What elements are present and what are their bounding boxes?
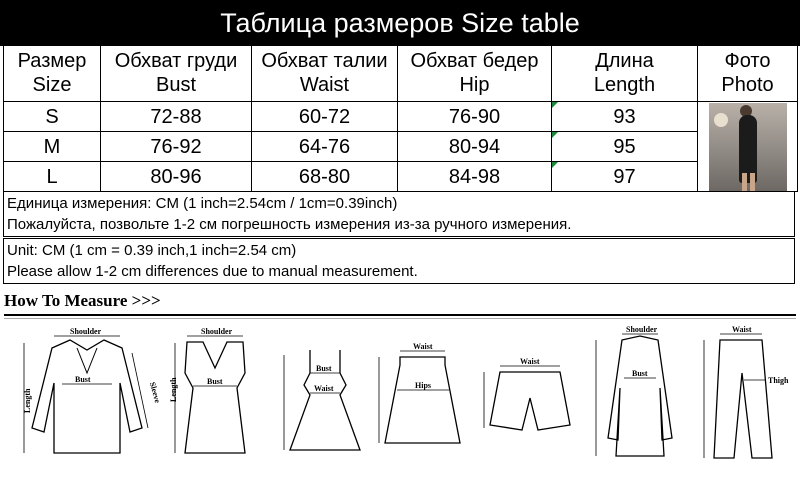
header-waist: Обхват талии Waist [252, 45, 398, 102]
page-title: Таблица размеров Size table [0, 0, 800, 46]
label-waist: Waist [732, 325, 752, 334]
table-row [4, 132, 798, 162]
label-length: Length [23, 388, 32, 413]
skirt-diagram [375, 342, 470, 455]
cell-bust: 76-92 [101, 132, 252, 162]
corner-marker [552, 132, 558, 138]
label-bust: Bust [316, 364, 332, 373]
cell-size: M [4, 132, 101, 162]
cell-waist: 64-76 [252, 132, 398, 162]
note-en-line1: Unit: CM (1 cm = 0.39 inch,1 inch=2.54 cm) [7, 242, 297, 259]
cell-hip: 80-94 [398, 132, 552, 162]
label-waist: Waist [314, 384, 334, 393]
label-shoulder: Shoulder [201, 327, 233, 336]
dress-diagram [280, 345, 370, 460]
label-bust: Bust [75, 375, 91, 384]
cell-length: 95 [552, 132, 698, 162]
cell-length: 97 [552, 162, 698, 192]
coat-diagram [590, 325, 690, 463]
corner-marker [552, 162, 558, 168]
label-bust: Bust [207, 377, 223, 386]
cell-bust: 80-96 [101, 162, 252, 192]
blouse-diagram [12, 328, 162, 463]
label-hips: Hips [415, 381, 432, 390]
cell-size: S [4, 102, 101, 132]
header-photo: Фото Photo [698, 45, 798, 102]
header-size: Размер Size [4, 45, 101, 102]
table-row [4, 102, 798, 132]
note-en-line2: Please allow 1-2 cm differences due to manual measurement. [7, 263, 418, 280]
tank-top-diagram [165, 328, 265, 463]
cell-waist: 68-80 [252, 162, 398, 192]
note-ru-line1: Единица измерения: CM (1 inch=2.54cm / 1cm=0.39inch) [7, 195, 398, 212]
note-ru-line2: Пожалуйста, позвольте 1-2 см погрешность измерения из-за ручного измерения. [7, 216, 572, 233]
product-photo [709, 103, 787, 191]
note-en [3, 238, 795, 284]
label-length: Length [169, 377, 178, 402]
how-to-measure-heading: How To Measure >>> [4, 291, 161, 310]
header-hip: Обхват бедер Hip [398, 45, 552, 102]
table-header-row [4, 45, 798, 102]
label-waist: Waist [520, 357, 540, 366]
header-bust: Обхват груди Bust [101, 45, 252, 102]
cell-length: 93 [552, 102, 698, 132]
label-shoulder: Shoulder [626, 325, 658, 334]
size-table [3, 44, 798, 192]
cell-hip: 84-98 [398, 162, 552, 192]
cell-waist: 60-72 [252, 102, 398, 132]
label-bust: Bust [632, 369, 648, 378]
shorts-diagram [480, 357, 580, 445]
photo-cell [698, 102, 798, 192]
divider [4, 318, 796, 321]
label-sleeve: Sleeve [147, 381, 163, 404]
label-waist: Waist [413, 342, 433, 351]
table-row [4, 162, 798, 192]
header-length: Длина Length [552, 45, 698, 102]
cell-bust: 72-88 [101, 102, 252, 132]
note-ru [3, 191, 795, 237]
label-thigh: Thigh [768, 376, 789, 385]
corner-marker [552, 102, 558, 108]
label-shoulder: Shoulder [70, 327, 102, 336]
heading-underline [4, 314, 796, 316]
cell-hip: 76-90 [398, 102, 552, 132]
pants-diagram [700, 325, 795, 468]
cell-size: L [4, 162, 101, 192]
